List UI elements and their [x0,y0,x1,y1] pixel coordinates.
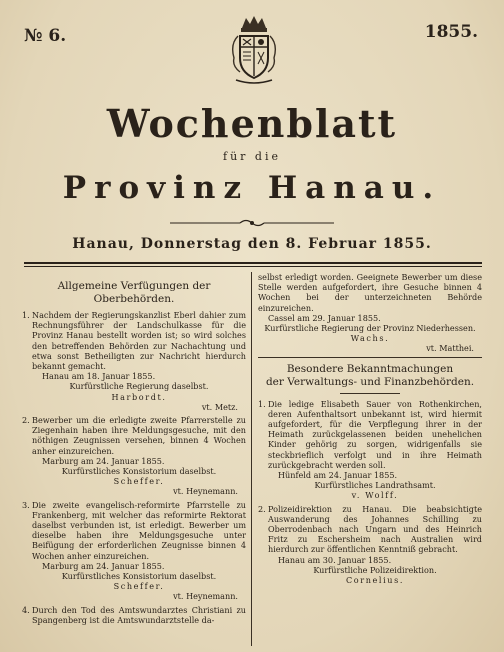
dateline: Hanau, Donnerstag den 8. Februar 1855. [72,236,432,252]
masthead-province: Provinz Hanau. [62,170,442,206]
notice-date: Marburg am 24. Januar 1855. [42,560,165,571]
notice-item [22,500,246,602]
notice-text: selbst erledigt worden. Geeignete Bewerber um diese Stelle werden aufgefordert, ihre Gesuche binnen 4 Wochen bei der unterzeichneten Behörde einzureichen. [258,272,482,313]
notice-vt: vt. Metz. [201,401,238,412]
notice-signature: v. Wolff. [351,490,399,501]
notice-date: Hünfeld am 24. Januar 1855. [278,470,398,481]
notice-authority: Kurfürstliches Landrathsamt. [314,480,436,491]
notice-number: 4. [22,604,30,615]
heading-rule [340,393,400,394]
section-rule [258,357,482,358]
notice-vt: vt. Heynemann. [173,591,238,602]
header-rule-thin [24,266,482,267]
section-heading: Allgemeine Verfügungen der Oberbehörden. [57,280,211,305]
notice-date: Marburg am 24. Januar 1855. [42,455,165,466]
notice-text: Bewerber um die erledigte zweite Pfarrerstelle zu Ziegenhain haben ihre Meldungsgesuche, mit den nöthigen Zeugnissen versehen, binnen 4 Wochen anher einzureichen. [32,415,246,456]
notice-item [258,504,482,586]
notice-date: Cassel am 29. Januar 1855. [268,312,381,323]
notice-text: Die zweite evangelisch-reformirte Pfarrstelle zu Frankenberg, mit welcher das reformirte Rektorat daselbst verbunden ist, ist erledigt. Bewerber um dieselbe haben ihre Meldungsgesuche unter Beifügung der erforderlichen Zeugnisse binnen 4 Wochen anher einzureichen. [32,499,246,561]
notice-number: 2. [258,503,266,514]
notice-item [258,399,482,501]
notice-text: Polizeidirektion zu Hanau. Die beabsichtigte Auswanderung des Johannes Schilling zu Oberrodenbach nach Ungarn und des Heinrich Fritz zu Eschersheim nach Australien wird hierdurch zur öffentlichen Kenntniß gebracht. [268,503,482,555]
notice-signature: Scheffer. [113,476,165,487]
column-divider [251,272,252,646]
notice-authority: Kurfürstliche Regierung der Provinz Niederhessen. [264,323,476,334]
masthead-title: Wochenblatt [106,101,398,146]
notice-text: Nachdem der Regierungskanzlist Eberl dahier zum Rechnungsführer der Landschulkasse für die Provinz Hanau bestellt worden ist; so wird solches den betreffenden Behörden zur Nachachtung und etwa sonst Betheiligten zur Nachricht hierdurch bekannt gemacht. [32,310,246,372]
notice-signature: Wachs. [350,333,390,344]
notice-authority: Kurfürstliche Polizeidirektion. [313,564,437,575]
notice-date: Hanau am 18. Januar 1855. [42,371,156,382]
ornament-divider [170,218,334,228]
notice-authority: Kurfürstliches Konsistorium daselbst. [61,571,217,582]
notice-authority: Kurfürstliche Regierung daselbst. [69,381,209,392]
notice-vt: vt. Matthei. [426,343,474,354]
notice-number: 1. [22,310,30,320]
section-heading: Besondere Bekanntmachungen [286,362,454,375]
issue-year: 1855. [424,22,478,42]
header-rule [24,262,482,264]
notice-continuation [258,272,482,354]
notice-signature: Cornelius. [345,575,405,586]
left-column [22,278,246,650]
notice-vt: vt. Heynemann. [173,486,238,497]
notice-number: 3. [22,499,30,510]
notice-signature: Scheffer. [113,581,165,592]
notice-text: Durch den Tod des Amtswundarztes Christiani zu Spangenberg ist die Amtswundarztstelle da- [32,604,246,625]
notice-signature: Harbordt. [111,391,167,402]
right-column [258,270,482,650]
notice-item [22,605,246,625]
notice-authority: Kurfürstliches Konsistorium daselbst. [61,466,217,477]
notice-text: Die ledige Elisabeth Sauer von Rothenkirchen, deren Aufenthaltsort unbekannt ist, wird hiermit aufgefordert, für die Verpflegung ihrer in der Heimath zurückgelassenen beiden unehelichen Kinder gehörig zu sorgen, widrigenfalls sie steckbrieflich verfolgt und in ihre Heimath zurückgebracht werden soll. [268,398,482,470]
notice-number: 2. [22,415,30,426]
notice-item [22,415,246,497]
notice-item [22,310,246,412]
coat-of-arms-icon [228,14,280,86]
notice-number: 1. [258,398,266,409]
notice-date: Hanau am 30. Januar 1855. [278,554,392,565]
issue-number: № 6. [24,26,67,46]
section-heading-2: der Verwaltungs- und Finanzbehörden. [265,375,475,388]
masthead-subtitle: für die [223,150,281,163]
